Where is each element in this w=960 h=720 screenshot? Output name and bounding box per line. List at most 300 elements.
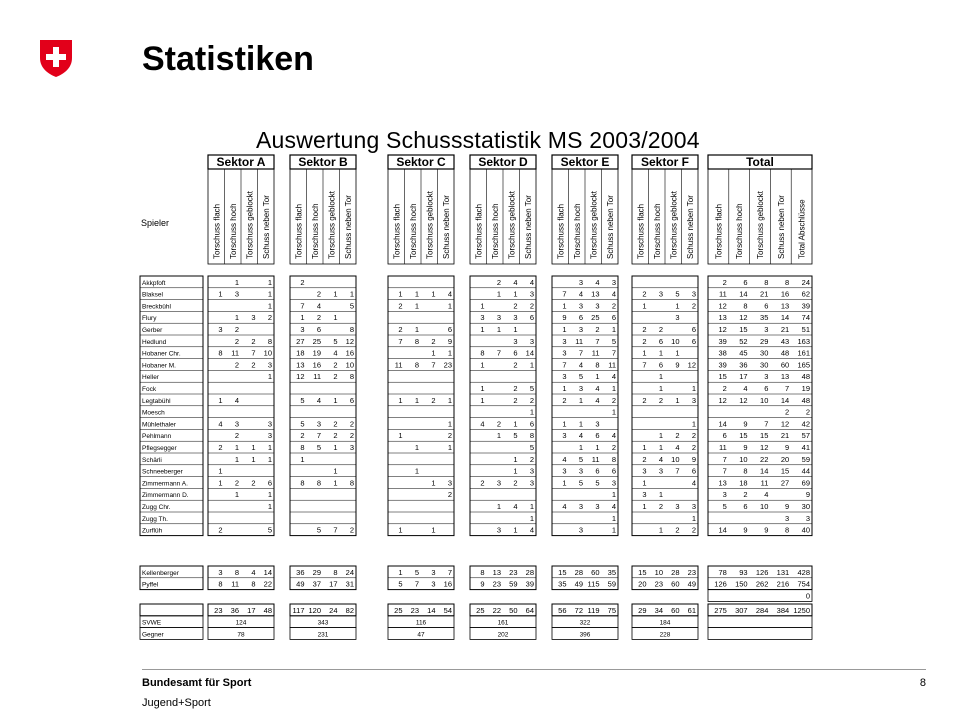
table-cell: 3 [675,313,680,323]
table-cell: 1 [578,395,583,405]
column-header-box [552,169,618,264]
table-cell: 1 [578,419,583,429]
table-cell: 6 [513,348,518,358]
table-cell: 5 [513,431,518,441]
table-cell: 1 [595,372,600,382]
summary-sector-value: 202 [497,631,509,639]
table-cell: 2 [529,454,534,464]
table-cell: 3 [447,478,452,488]
table-cell: 1 [480,360,485,370]
column-header-box [708,169,812,264]
table-cell: 57 [801,431,810,441]
player-name: Heller [142,374,159,382]
table-cell: 11 [575,336,583,346]
table-cell: 2 [349,431,354,441]
table-cell: 3 [764,372,769,382]
summary-total-cell: 36 [230,605,239,615]
summary-group-box [470,604,536,616]
table-cell: 3 [722,490,727,500]
table-cell: 11 [719,443,727,452]
table-cell: 2 [642,454,647,464]
table-cell: 12 [718,301,727,311]
table-cell: 1 [496,502,501,511]
table-cell: 12 [718,395,727,405]
player-group-box [290,276,356,536]
table-cell: 1 [529,513,534,523]
table-cell: 49 [574,579,583,589]
table-cell: 4 [658,454,663,464]
table-cell: 7 [447,567,452,577]
table-cell: 1 [562,325,567,334]
table-cell: 3 [349,443,354,452]
table-cell: 12 [718,325,727,334]
table-cell: 1 [414,466,419,476]
table-cell: 3 [496,313,501,323]
table-cell: 2 [234,478,239,488]
table-cell: 2 [398,325,403,334]
column-header-label: Torschuss flach [474,203,484,259]
table-cell: 1 [691,384,696,393]
table-cell: 2 [251,478,256,488]
table-cell: 1 [595,443,600,452]
table-cell: 3 [595,301,600,311]
table-cell: 6 [658,360,663,370]
summary-sector-value: 228 [659,631,671,639]
table-cell: 1 [611,325,616,334]
table-cell: 1 [691,513,696,523]
player-name: Zimmermann A. [142,480,188,488]
table-cell: 6 [595,466,600,476]
table-cell: 4 [691,478,696,488]
table-cell: 7 [722,466,727,476]
player-name: Breckbühl [142,303,171,311]
table-cell: 12 [739,313,748,323]
table-cell: 2 [398,301,403,311]
table-cell: 15 [718,372,727,382]
table-cell: 1 [267,502,272,511]
summary-group-box [632,604,698,616]
table-cell: 4 [595,384,600,393]
table-cell: 1 [611,525,616,535]
column-header-label: Torschuss flach [212,203,222,259]
table-cell: 9 [785,443,790,452]
table-cell: 5 [529,443,534,452]
table-cell: 13 [591,289,600,299]
table-cell: 15 [638,567,647,577]
table-cell: 1 [431,478,436,488]
table-cell: 11 [591,348,600,358]
table-cell: 1 [447,419,452,429]
player-group-box [708,276,812,536]
table-cell: 7 [562,289,567,299]
table-cell: 52 [739,336,748,346]
goalkeeper-group-box [290,566,356,590]
table-cell: 5 [414,567,419,577]
table-cell: 8 [234,567,239,577]
table-cell: 2 [234,360,239,370]
table-cell: 1 [398,525,403,535]
table-cell: 36 [739,360,748,370]
table-cell: 3 [562,348,567,358]
column-header-label: Torschuss geblockt [507,190,517,259]
table-cell: 3 [562,466,567,476]
table-cell: 1 [333,478,338,488]
table-cell: 7 [611,348,616,358]
player-name: Hedlund [142,338,167,346]
table-cell: 3 [480,313,485,323]
table-cell: 16 [312,360,321,370]
table-cell: 39 [718,360,727,370]
table-cell: 69 [801,478,810,488]
summary-total-cell: 119 [587,605,600,615]
table-cell: 2 [642,289,647,299]
table-cell: 1 [675,348,680,358]
table-cell: 1 [529,407,534,417]
table-cell: 5 [578,478,583,488]
table-cell: 38 [718,348,727,358]
table-cell: 27 [780,478,790,488]
table-cell: 3 [234,419,239,429]
table-cell: 8 [218,579,223,589]
table-cell: 12 [780,419,790,429]
table-cell: 11 [231,579,239,589]
table-cell: 2 [785,407,790,417]
table-cell: 12 [687,360,696,370]
table-cell: 31 [345,579,354,589]
table-cell: 3 [496,525,501,535]
player-name: Mühlethaler [142,421,176,429]
table-cell: 18 [739,478,748,488]
table-cell: 14 [760,466,769,476]
goalkeeper-group-box [632,566,698,590]
summary-total-cell: 23 [410,605,419,615]
table-cell: 24 [345,567,354,577]
table-cell: 4 [316,395,321,405]
player-name-column [140,276,203,536]
table-cell: 3 [267,360,272,370]
table-cell: 3 [562,336,567,346]
table-cell: 6 [578,313,583,323]
table-cell: 1 [658,525,663,535]
table-cell: 1 [529,502,534,511]
table-cell: 2 [333,360,338,370]
table-cell: 9 [805,490,810,500]
table-cell: 60 [591,567,600,577]
table-cell: 7 [431,360,436,370]
summary-total-cell: 75 [607,605,616,615]
table-cell: 6 [611,466,616,476]
table-cell: 3 [764,325,769,334]
table-cell: 1 [267,372,272,382]
table-cell: 3 [431,567,436,577]
table-cell: 8 [611,454,616,464]
table-cell: 126 [755,567,769,577]
table-cell: 45 [739,348,748,358]
summary-sector-cell [470,628,536,640]
table-cell: 2 [496,419,501,429]
table-cell: 1 [513,419,518,429]
summary-total-cell: 56 [558,605,567,615]
table-cell: 30 [760,360,769,370]
table-cell: 1 [333,443,338,452]
table-cell: 4 [234,395,239,405]
player-group-box [552,276,618,536]
table-cell: 9 [562,313,567,323]
summary-sector-value: 322 [579,619,591,627]
table-cell: 9 [447,336,452,346]
table-cell: 8 [480,567,485,577]
summary-total-cell: 384 [776,605,790,615]
table-cell: 3 [431,579,436,589]
table-cell: 6 [691,336,696,346]
goalkeeper-name-column [140,566,203,590]
table-cell: 2 [218,525,223,535]
table-cell: 16 [780,289,790,299]
sector-header [632,155,698,169]
column-header-label: Schuss neben Tor [685,195,695,259]
table-cell: 7 [785,384,790,393]
summary-total-cell: 54 [443,605,452,615]
table-cell: 10 [654,567,663,577]
sector-label: Sektor A [216,155,266,169]
table-cell: 2 [562,395,567,405]
table-cell: 3 [611,478,616,488]
table-cell: 11 [760,478,769,488]
table-cell: 21 [760,289,769,299]
table-cell: 1 [642,478,647,488]
column-header-label: Torschuss hoch [310,203,320,259]
table-cell: 1 [398,395,403,405]
table-cell: 4 [611,502,616,511]
summary-total-cell: 284 [755,605,769,615]
table-cell: 8 [764,277,769,287]
table-cell: 48 [801,372,810,382]
table-cell: 1 [658,490,663,500]
table-cell: 2 [349,525,354,535]
column-header-label: Torschuss hoch [490,203,500,259]
table-cell: 4 [251,567,256,577]
table-cell: 29 [760,336,769,346]
table-cell: 11 [231,348,239,358]
table-cell: 2 [513,301,518,311]
summary-sector-value: 78 [237,631,245,639]
table-cell: 93 [739,567,748,577]
table-cell: 21 [780,325,790,334]
summary-total-cell-empty [708,616,812,628]
table-cell: 3 [642,466,647,476]
footer-organization: Bundesamt für Sport [142,677,252,689]
table-cell: 3 [529,336,534,346]
table-cell: 3 [529,289,534,299]
table-cell: 1 [496,325,501,334]
table-cell: 30 [801,502,810,511]
table-cell: 1 [658,348,663,358]
table-cell: 2 [447,490,452,500]
page-number: 8 [919,677,926,689]
table-cell: 7 [414,579,419,589]
player-name: Zimmermann D. [142,492,189,500]
table-cell: 2 [691,431,696,441]
table-cell: 19 [801,384,810,393]
summary-total-cell: 34 [654,605,663,615]
table-cell: 6 [743,502,748,511]
table-cell: 1 [234,277,239,287]
table-cell: 17 [329,579,338,589]
summary-total-cell: 1250 [793,605,810,615]
table-cell: 9 [480,579,485,589]
table-cell: 1 [578,443,583,452]
table-cell: 1 [513,466,518,476]
table-cell: 1 [658,372,663,382]
summary-total-cell: 24 [329,605,338,615]
table-cell: 1 [496,431,501,441]
table-cell: 51 [801,325,810,334]
table-cell: 13 [780,301,790,311]
table-cell: 2 [234,431,239,441]
summary-total-cell: 50 [509,605,518,615]
table-cell: 2 [431,336,436,346]
table-cell: 1 [611,407,616,417]
summary-sector-cell [552,616,618,628]
table-cell: 150 [735,579,748,589]
table-cell: 39 [525,579,534,589]
player-name: Hobaner M. [142,362,176,370]
table-cell: 3 [529,478,534,488]
table-cell: 2 [431,395,436,405]
table-cell: 2 [251,336,256,346]
table-cell: 6 [529,313,534,323]
table-cell: 2 [333,431,338,441]
table-cell: 1 [398,289,403,299]
table-cell: 1 [529,360,534,370]
table-cell: 6 [349,395,354,405]
blank-total-value: 0 [805,591,810,601]
table-cell: 3 [691,395,696,405]
table-cell: 1 [611,384,616,393]
table-cell: 5 [578,454,583,464]
player-group-box [632,276,698,536]
table-cell: 11 [608,360,616,370]
table-cell: 5 [529,384,534,393]
table-cell: 7 [764,419,769,429]
summary-sector-cell [208,628,274,640]
player-name: Moesch [142,409,165,417]
table-cell: 161 [797,348,810,358]
table-cell: 5 [611,336,616,346]
table-cell: 1 [513,525,518,535]
table-cell: 1 [513,325,518,334]
table-cell: 37 [312,579,321,589]
table-cell: 4 [447,289,452,299]
table-cell: 3 [513,336,518,346]
table-cell: 2 [234,325,239,334]
table-cell: 2 [658,325,663,334]
table-cell: 7 [496,348,501,358]
table-cell: 11 [719,289,727,299]
table-cell: 17 [739,372,748,382]
table-cell: 4 [562,502,567,511]
goalkeeper-name: Kellenberger [142,569,179,577]
table-cell: 8 [349,325,354,334]
table-cell: 23 [687,567,696,577]
table-cell: 14 [718,419,727,429]
summary-sector-cell [388,628,454,640]
table-cell: 7 [578,348,583,358]
table-cell: 13 [492,567,501,577]
table-cell: 2 [300,277,305,287]
table-cell: 8 [300,478,305,488]
sector-header [552,155,618,169]
table-cell: 1 [414,443,419,452]
table-cell: 9 [743,419,748,429]
table-cell: 8 [251,579,256,589]
table-cell: 1 [414,325,419,334]
summary-total-cell: 117 [292,605,305,615]
column-header-label: Torschuss flach [392,203,402,259]
table-cell: 9 [785,502,790,511]
table-cell: 4 [578,360,583,370]
table-cell: 2 [611,443,616,452]
table-cell: 7 [562,360,567,370]
table-cell: 8 [480,348,485,358]
summary-total-cell: 120 [308,605,321,615]
table-cell: 2 [513,384,518,393]
table-cell: 3 [578,466,583,476]
summary-total-cell: 14 [427,605,436,615]
table-cell: 3 [691,289,696,299]
table-cell: 1 [642,348,647,358]
table-cell: 1 [234,313,239,323]
table-cell: 6 [447,325,452,334]
goalkeeper-group-box [388,566,454,590]
goalkeeper-group-box [208,566,274,590]
column-header-label: Schuss neben Tor [523,195,533,259]
player-group-box [208,276,274,536]
column-header-label: Schuss neben Tor [776,195,786,259]
table-cell: 1 [398,567,403,577]
goalkeeper-name: Pyffel [142,581,159,589]
column-header-label: Torschuss geblockt [425,190,435,259]
table-cell: 14 [780,313,790,323]
table-cell: 7 [316,431,321,441]
table-cell: 14 [739,289,748,299]
table-cell: 8 [414,360,419,370]
player-name: Zugg Chr. [142,504,171,511]
table-cell: 3 [267,431,272,441]
table-cell: 1 [251,443,256,452]
summary-total-cell: 29 [638,605,647,615]
table-cell: 6 [691,325,696,334]
table-cell: 3 [218,325,223,334]
table-cell: 2 [691,525,696,535]
table-cell: 1 [562,301,567,311]
table-cell: 3 [496,478,501,488]
table-cell: 12 [296,372,305,382]
table-cell: 8 [785,277,790,287]
table-cell: 5 [578,372,583,382]
column-header-box [208,169,274,264]
table-cell: 1 [349,289,354,299]
table-cell: 1 [218,289,223,299]
table-cell: 6 [316,325,321,334]
table-cell: 5 [349,301,354,311]
summary-sector-cell [632,628,698,640]
table-cell: 14 [263,567,272,577]
summary-total-cell: 22 [492,605,501,615]
summary-group-box [290,604,356,616]
summary-sector-value: 116 [415,619,427,627]
summary-sector-value: 124 [235,619,247,627]
